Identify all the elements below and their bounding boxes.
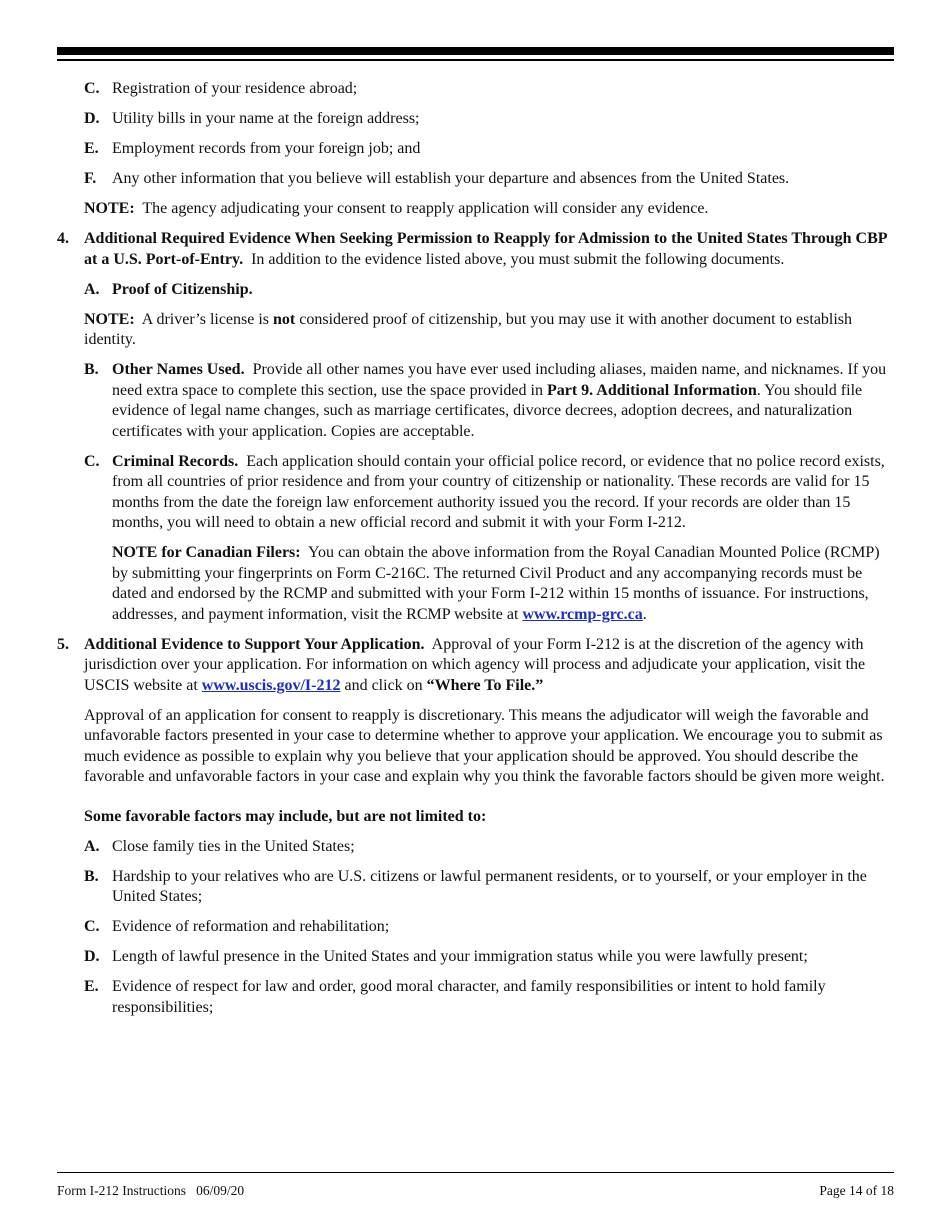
list-item-heading: Other Names Used. bbox=[112, 361, 245, 378]
list-item-label: A. bbox=[84, 837, 100, 855]
list-item bbox=[57, 867, 897, 908]
list-item-heading: Criminal Records. bbox=[112, 452, 239, 470]
rcmp-website-link[interactable]: www.rcmp-grc.ca bbox=[522, 605, 643, 623]
section-5 bbox=[57, 635, 897, 697]
list-item-text: Utility bills in your name at the foreign address; bbox=[112, 110, 420, 127]
section-text-mid: and click on bbox=[344, 676, 423, 694]
list-item bbox=[57, 947, 897, 968]
list-item-label: B. bbox=[84, 361, 99, 378]
header-rule-thick bbox=[57, 47, 894, 55]
form-identifier: Form I-212 Instructions 06/09/20 bbox=[57, 1183, 245, 1198]
proof-of-citizenship bbox=[57, 280, 897, 301]
header-rule-thin bbox=[57, 59, 894, 61]
list-item-label: B. bbox=[84, 867, 99, 885]
list-item-text: Hardship to your relatives who are U.S. citizens or lawful permanent residents, or to yourself, or your employer in the United States; bbox=[112, 867, 867, 905]
section-number: 4. bbox=[57, 230, 69, 247]
list-item bbox=[57, 79, 897, 100]
favorable-factors-heading-text: Some favorable factors may include, but are not limited to: bbox=[84, 807, 487, 825]
part-9-reference: Part 9. Additional Information bbox=[546, 381, 757, 399]
note-text-post: considered proof of citizenship, but you may use it with another document to establish identity. bbox=[84, 310, 853, 348]
note-drivers-license bbox=[57, 310, 897, 351]
list-item-label: A. bbox=[84, 280, 100, 298]
note-text-post: . bbox=[642, 605, 647, 623]
note-text-pre: A driver’s license is bbox=[141, 310, 270, 328]
list-item-text: Each application should contain your official police record, or evidence that no police record exists, from all countries of prior residence and from your country of citizenship or nationality. These records are valid for 15 months from the date the foreign law enforcement authority issued you the record. If your records are older than 15 months, you will need to obtain a new official record and submit it with your Form I-212. bbox=[112, 452, 885, 531]
section-number: 5. bbox=[57, 635, 69, 653]
list-item-text: Close family ties in the United States; bbox=[112, 837, 355, 855]
list-item-heading: Proof of Citizenship. bbox=[112, 280, 253, 298]
note-evidence bbox=[57, 199, 897, 220]
uscis-website-link[interactable]: www.uscis.gov/I-212 bbox=[201, 676, 341, 694]
list-item bbox=[57, 977, 897, 1018]
list-item-label: C. bbox=[84, 918, 100, 935]
list-item-text: Evidence of respect for law and order, good moral character, and family responsibilities or intent to hold family responsibilities; bbox=[112, 978, 826, 1016]
other-names-used bbox=[57, 360, 897, 442]
favorable-factors-heading bbox=[57, 807, 897, 828]
where-to-file-reference: “Where To File.” bbox=[426, 676, 544, 694]
note-label: NOTE: bbox=[84, 310, 135, 328]
note-label: NOTE: bbox=[84, 200, 135, 217]
criminal-records bbox=[57, 452, 897, 534]
list-item-text-pre: Provide all other names you have ever used including aliases, maiden name, and nicknames. If you need extra space to complete this section, use the space provided in bbox=[112, 361, 887, 399]
list-item-label: E. bbox=[84, 978, 99, 995]
section-4 bbox=[57, 229, 897, 270]
footer-rule bbox=[57, 1172, 894, 1173]
list-item bbox=[57, 169, 897, 190]
list-item-text: Registration of your residence abroad; bbox=[112, 80, 358, 97]
note-canadian-filers bbox=[57, 543, 897, 625]
list-item bbox=[57, 917, 897, 938]
list-item-label: D. bbox=[84, 110, 100, 127]
list-item-label: E. bbox=[84, 140, 99, 157]
list-item-label: C. bbox=[84, 80, 100, 97]
list-item-label: D. bbox=[84, 948, 100, 965]
list-item-text-post: . You should file evidence of legal name changes, such as marriage certificates, divorce decrees, adoption decrees, and naturalization certificates with your application. Copies are acceptable. bbox=[112, 381, 863, 440]
list-item bbox=[57, 837, 897, 858]
list-item-label: F. bbox=[84, 170, 97, 187]
page-content bbox=[57, 79, 897, 1028]
note-heading: NOTE for Canadian Filers: bbox=[112, 544, 301, 561]
section-text-pre: Approval of your Form I-212 is at the discretion of the agency with jurisdiction over your application. For information on which agency will process and adjudicate your application, visit the USCIS website at bbox=[84, 635, 866, 694]
list-item bbox=[57, 139, 897, 160]
list-item bbox=[57, 109, 897, 130]
section-text: In addition to the evidence listed above, you must submit the following documents. bbox=[251, 250, 785, 268]
section-heading: Additional Evidence to Support Your Application. bbox=[84, 635, 425, 653]
list-item-text: Employment records from your foreign job; and bbox=[112, 140, 421, 157]
section-heading: Additional Required Evidence When Seeking Permission to Reapply for Admission to the United States Through CBP at a U.S. Port-of-Entry. bbox=[84, 230, 887, 268]
note-text-emphasis: not bbox=[273, 310, 296, 328]
list-item-text: Evidence of reformation and rehabilitation; bbox=[112, 918, 390, 935]
note-text: The agency adjudicating your consent to reapply application will consider any evidence. bbox=[142, 200, 709, 217]
note-text: You can obtain the above information from the Royal Canadian Mounted Police (RCMP) by submitting your fingerprints on Form C-216C. The returned Civil Product and any accompanying records must be dated and endorsed by the RCMP and submitted with your Form I-212 within 15 months of issuance. For instructions, addresses, and payment information, visit the RCMP website at bbox=[112, 544, 880, 623]
list-item-text: Length of lawful presence in the United States and your immigration status while you were lawfully present; bbox=[112, 948, 808, 965]
list-item-label: C. bbox=[84, 452, 100, 470]
page-number: Page 14 of 18 bbox=[819, 1183, 894, 1198]
discretionary-paragraph: Approval of an application for consent to reapply is discretionary. This means the adjudicator will weigh the favorable and unfavorable factors presented in your case to determine whether to approve your application. We encourage you to submit as much evidence as possible to explain why you believe that your application should be approved. You should describe the favorable and unfavorable factors in your case and explain why you think the favorable factors should be given more weight. bbox=[84, 706, 885, 785]
list-item-text: Any other information that you believe will establish your departure and absences from the United States. bbox=[112, 170, 790, 187]
